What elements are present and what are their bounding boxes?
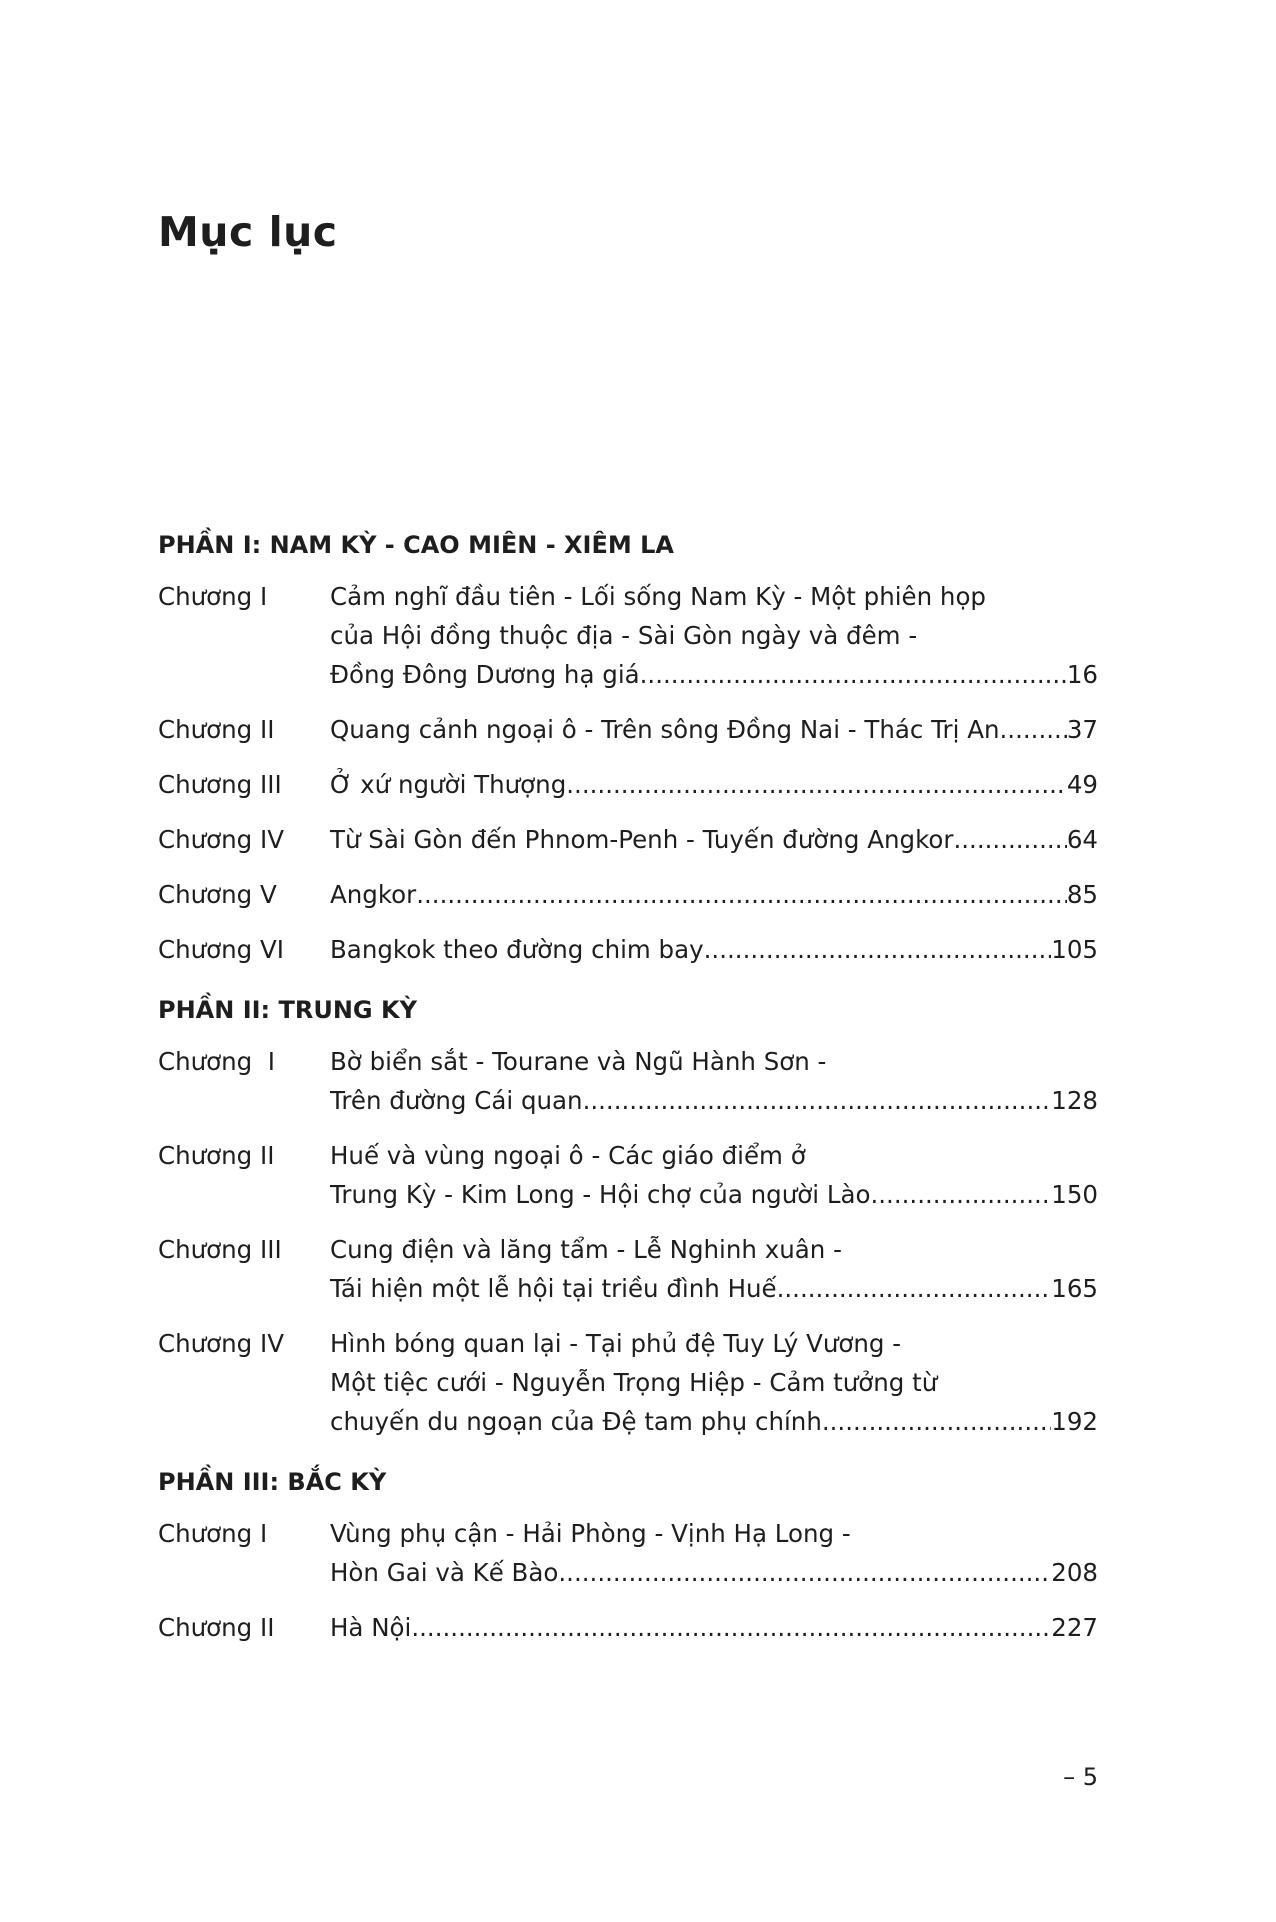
page-title: Mục lục [158,208,338,256]
chapter-title [330,1042,1098,1120]
dot-leader [870,1175,1051,1214]
chapter-page-number: 227 [1051,1613,1098,1642]
chapter-label: Chương II [158,715,275,744]
dot-leader [558,1553,1051,1592]
chapter-title [330,577,1098,694]
chapter-label: Chương I [158,1047,276,1076]
chapter-title-line [330,930,1098,969]
toc-entry [158,1230,1098,1308]
chapter-title-text: Angkor [330,880,417,909]
chapter-label: Chương VI [158,935,285,964]
chapter-title-text: Hòn Gai và Kế Bào [330,1558,559,1587]
dot-leader [640,655,1067,694]
chapter-title [330,1608,1098,1647]
chapter-title-line: Cung điện và lăng tẩm - Lễ Nghinh xuân - [330,1235,842,1264]
chapter-title-text: chuyến du ngoạn của Đệ tam phụ chính [330,1407,822,1436]
chapter-title-text: Hà Nội [330,1613,412,1642]
chapter-title [330,710,1098,749]
chapter-page-number: 16 [1066,660,1098,689]
dot-leader [411,1608,1051,1647]
chapter-label: Chương V [158,880,277,909]
dot-leader [416,875,1067,914]
dot-leader [822,1402,1051,1441]
dot-leader [566,765,1067,804]
chapter-title-line [330,875,1098,914]
chapter-label: Chương IV [158,1329,285,1358]
chapter-title-line: của Hội đồng thuộc địa - Sài Gòn ngày và đêm - [330,621,918,650]
chapter-title-line [330,655,1098,694]
toc-entry [158,1136,1098,1214]
chapter-title [330,930,1098,969]
chapter-title [330,1136,1098,1214]
toc-entry [158,875,1098,914]
chapter-title-line [330,1402,1098,1441]
chapter-title-line [330,710,1098,749]
chapter-label: Chương IV [158,825,285,854]
chapter-page-number: 150 [1051,1180,1098,1209]
chapter-title [330,1324,1098,1441]
chapter-title-text: Quang cảnh ngoại ô - Trên sông Đồng Nai - Thác Trị An [330,715,1000,744]
toc-entry [158,577,1098,694]
part-heading: PHẦN III: BẮC KỲ [158,1468,387,1496]
chapter-title [330,765,1098,804]
dot-leader [1000,710,1067,749]
chapter-title-line [330,1608,1098,1647]
chapter-title-text: Trên đường Cái quan [330,1086,583,1115]
chapter-title-text: Từ Sài Gòn đến Phnom-Penh - Tuyến đường Angkor [330,825,954,854]
dot-leader [704,930,1052,969]
toc-entry [158,930,1098,969]
dot-leader [777,1269,1052,1308]
chapter-page-number: 37 [1066,715,1098,744]
chapter-title-line: Một tiệc cưới - Nguyễn Trọng Hiệp - Cảm tưởng từ [330,1368,938,1397]
chapter-page-number: 49 [1066,770,1098,799]
chapter-page-number: 208 [1051,1558,1098,1587]
chapter-page-number: 105 [1051,935,1098,964]
table-of-contents [158,528,1098,1663]
part-heading: PHẦN I: NAM KỲ - CAO MIÊN - XIÊM LA [158,531,674,559]
chapter-label: Chương III [158,1235,282,1264]
chapter-label: Chương I [158,582,268,611]
chapter-title [330,875,1098,914]
chapter-title-text: Tái hiện một lễ hội tại triều đình Huế [330,1274,777,1303]
toc-entry [158,765,1098,804]
toc-entry [158,820,1098,859]
chapter-title-text: Đồng Đông Dương hạ giá [330,660,640,689]
chapter-title [330,1514,1098,1592]
dot-leader [583,1081,1052,1120]
chapter-label: Chương II [158,1141,275,1170]
chapter-title-line [330,765,1098,804]
chapter-title-line [330,1175,1098,1214]
chapter-title-line [330,820,1098,859]
chapter-title-text: Bangkok theo đường chim bay [330,935,704,964]
chapter-title-text: Trung Kỳ - Kim Long - Hội chợ của người Lào [330,1180,871,1209]
chapter-page-number: 64 [1066,825,1098,854]
chapter-title [330,820,1098,859]
toc-entry [158,1324,1098,1441]
chapter-page-number: 85 [1066,880,1098,909]
chapter-title-text: Ở xứ người Thượng [330,770,567,799]
part-heading: PHẦN II: TRUNG KỲ [158,996,417,1024]
chapter-label: Chương II [158,1613,275,1642]
toc-entry [158,1514,1098,1592]
chapter-title [330,1230,1098,1308]
chapter-title-line: Bờ biển sắt - Tourane và Ngũ Hành Sơn - [330,1047,827,1076]
chapter-page-number: 165 [1051,1274,1098,1303]
chapter-label: Chương I [158,1519,268,1548]
chapter-title-line: Cảm nghĩ đầu tiên - Lối sống Nam Kỳ - Một phiên họp [330,582,986,611]
chapter-title-line: Hình bóng quan lại - Tại phủ đệ Tuy Lý Vương - [330,1329,902,1358]
chapter-page-number: 128 [1051,1086,1098,1115]
page-number: – 5 [1063,1763,1098,1791]
chapter-page-number: 192 [1051,1407,1098,1436]
chapter-title-line [330,1553,1098,1592]
chapter-title-line [330,1081,1098,1120]
toc-entry [158,1042,1098,1120]
dot-leader [953,820,1066,859]
toc-entry [158,710,1098,749]
toc-entry [158,1608,1098,1647]
chapter-title-line: Huế và vùng ngoại ô - Các giáo điểm ở [330,1141,806,1170]
chapter-title-line [330,1269,1098,1308]
chapter-title-line: Vùng phụ cận - Hải Phòng - Vịnh Hạ Long - [330,1519,851,1548]
chapter-label: Chương III [158,770,282,799]
